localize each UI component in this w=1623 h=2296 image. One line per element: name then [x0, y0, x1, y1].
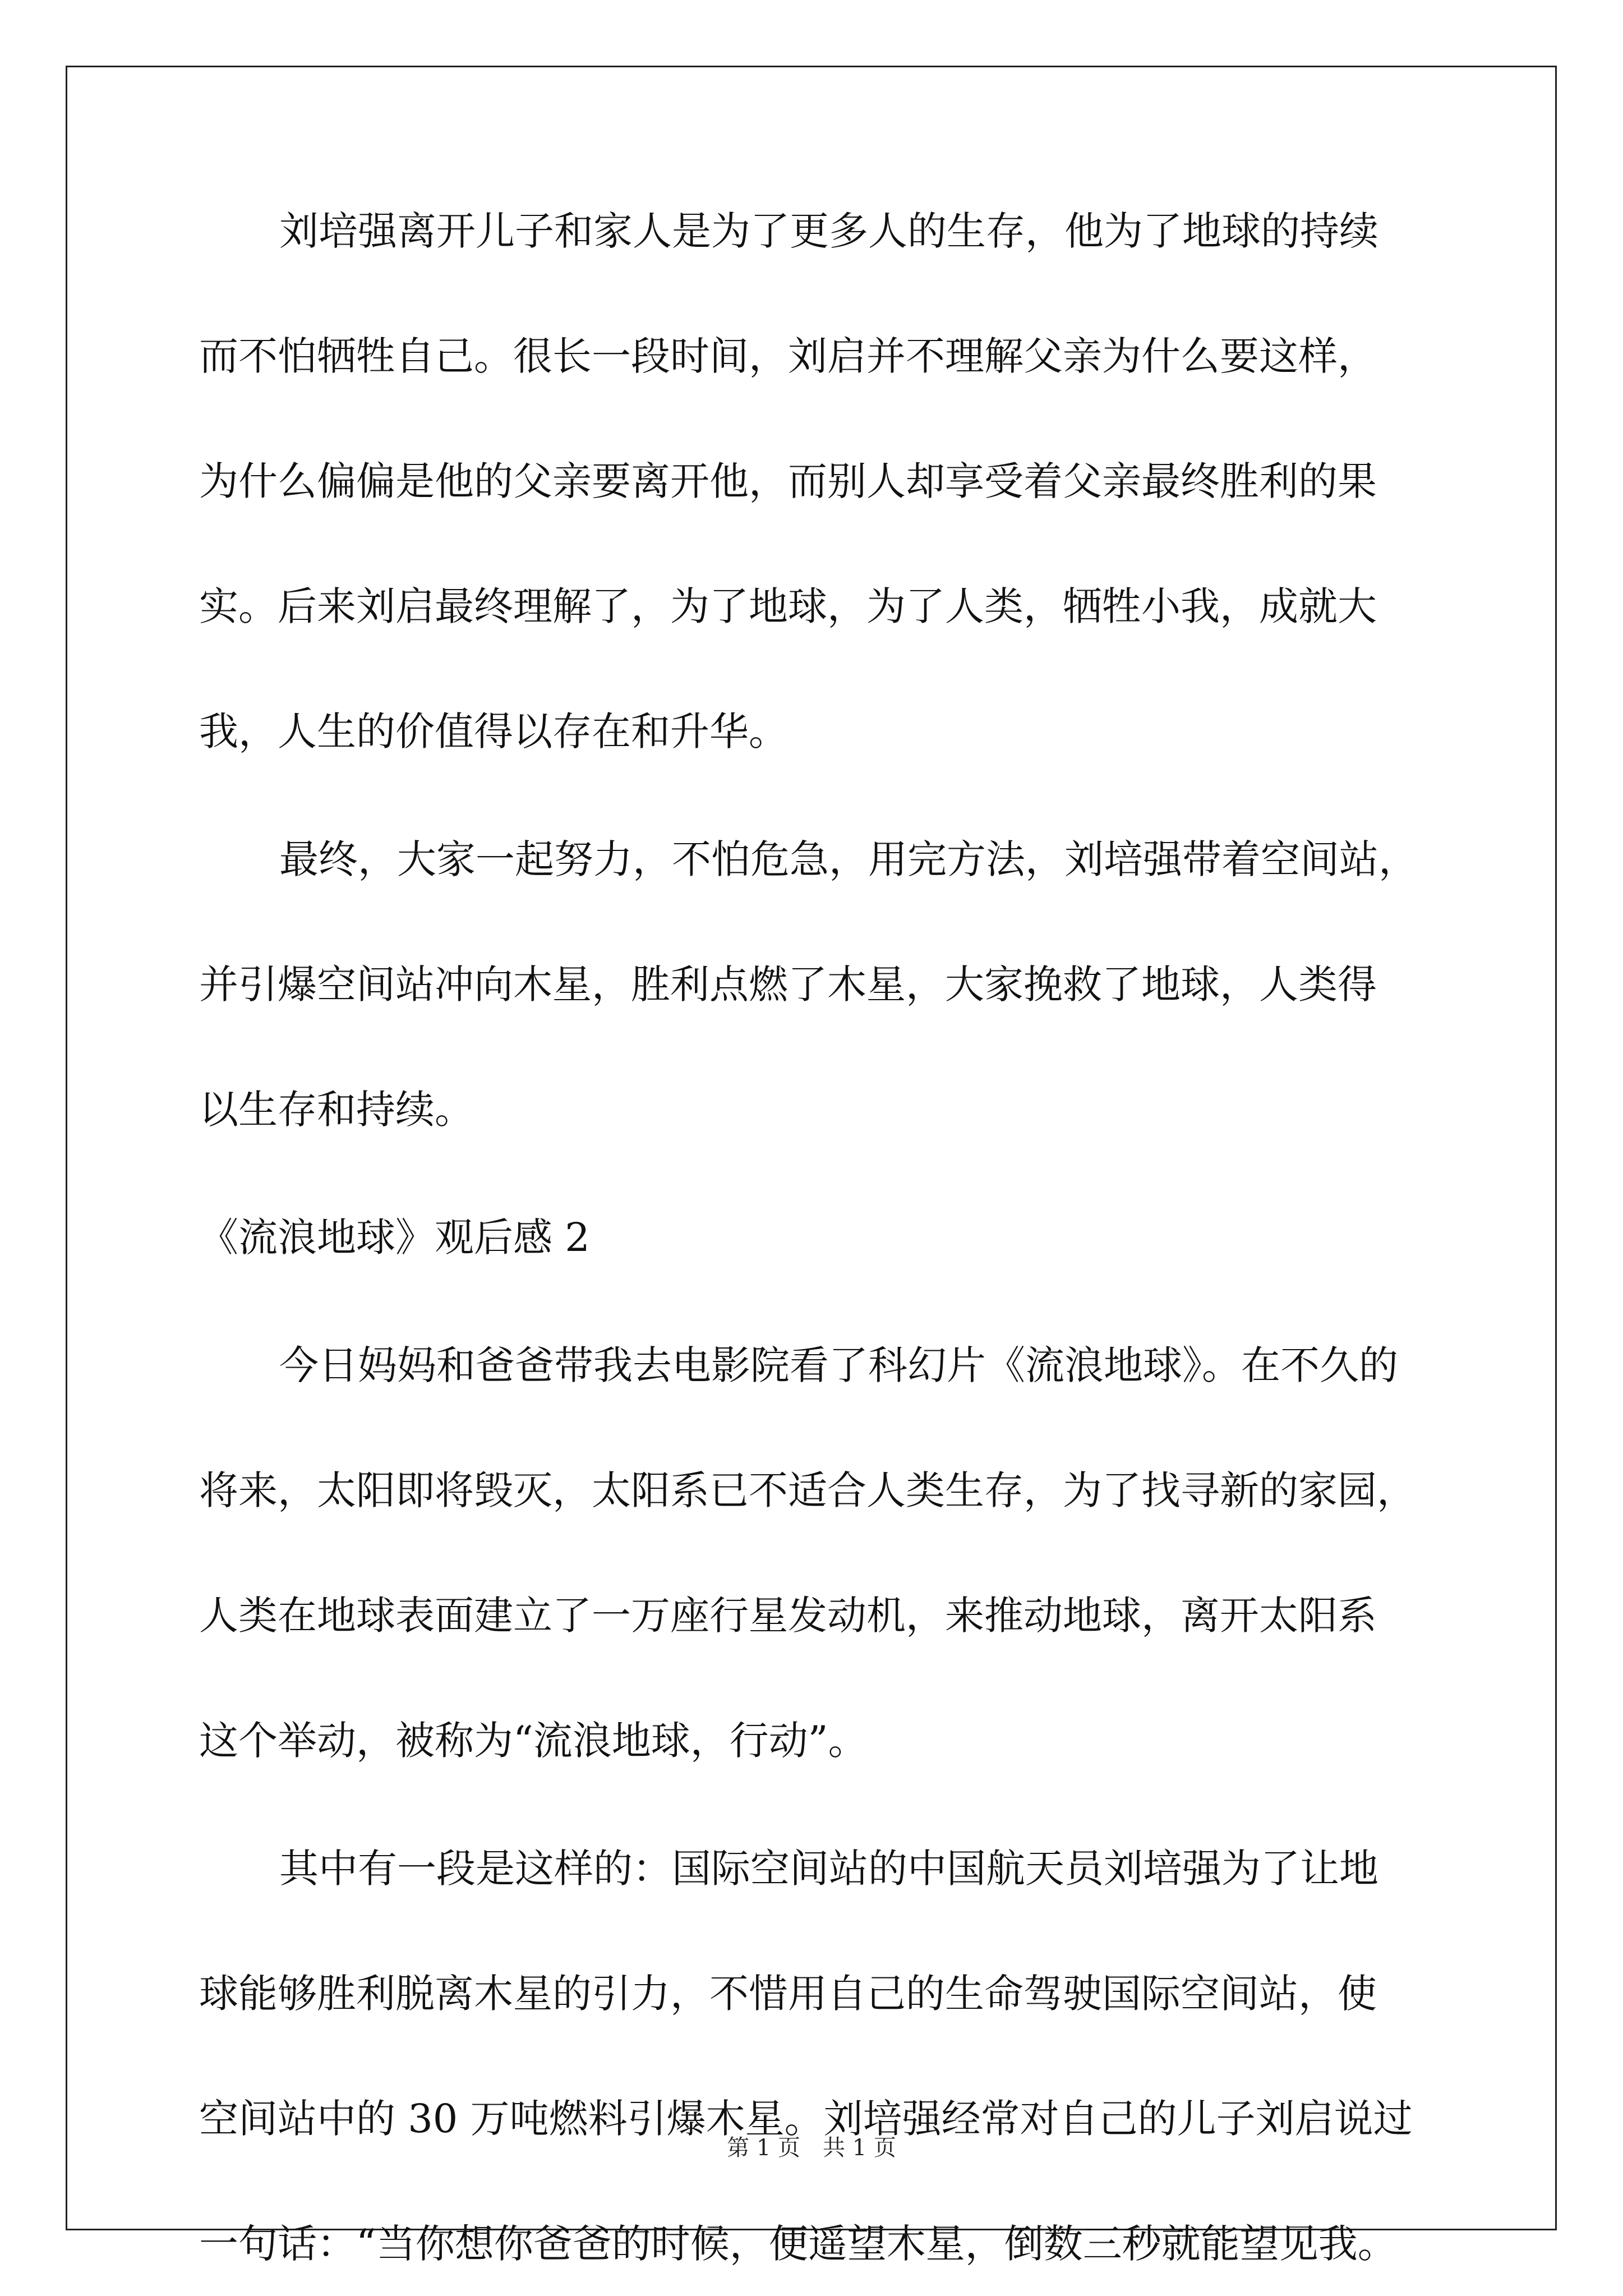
text-line: 最终，大家一起努力，不怕危急，用完方法，刘培强带着空间站，: [279, 836, 1418, 882]
text-line: 将来，太阳即将毁灭，太阳系已不适合人类生存，为了找寻新的家园，: [199, 1467, 1416, 1513]
paragraph: [199, 836, 1422, 1134]
document-body: [199, 208, 1422, 2268]
text-line: 一句话：“当你想你爸爸的时候，便遥望木星，倒数三秒就能望见我。: [199, 2221, 1397, 2267]
paragraph: [199, 1342, 1422, 1765]
text-line: 这个举动，被称为“流浪地球，行动”。: [199, 1718, 868, 1764]
text-line: 为什么偏偏是他的父亲要离开他，而别人却享受着父亲最终胜利的果: [199, 458, 1377, 504]
text-line: 其中有一段是这样的：国际空间站的中国航天员刘培强为了让地: [279, 1846, 1378, 1892]
text-line: 刘培强离开儿子和家人是为了更多人的生存，他为了地球的持续: [279, 208, 1378, 254]
text-line: 空间站中的 30 万吨燃料引爆木星。刘培强经常对自己的儿子刘启说过: [199, 2096, 1413, 2142]
text-line: 球能够胜利脱离木星的引力，不惜用自己的生命驾驶国际空间站，使: [199, 1971, 1377, 2017]
text-line: 以生存和持续。: [199, 1087, 474, 1133]
page-footer: 第 1 页 共 1 页: [727, 2135, 896, 2161]
text-line: 人类在地球表面建立了一万座行星发动机，来推动地球，离开太阳系: [199, 1593, 1377, 1639]
text-line: 而不怕牺牲自己。很长一段时间，刘启并不理解父亲为什么要这样，: [199, 333, 1377, 379]
text-line: 实。后来刘启最终理解了，为了地球，为了人类，牺牲小我，成就大: [199, 583, 1377, 629]
text-line: 并引爆空间站冲向木星，胜利点燃了木星，大家挽救了地球，人类得: [199, 961, 1377, 1007]
paragraph: [199, 1845, 1422, 2268]
text-line: 今日妈妈和爸爸带我去电影院看了科幻片《流浪地球》。在不久的: [279, 1342, 1398, 1388]
section-heading: 《流浪地球》观后感 2: [199, 1214, 590, 1260]
paragraph: [199, 208, 1422, 756]
text-line: 我，人生的价值得以存在和升华。: [199, 708, 788, 754]
